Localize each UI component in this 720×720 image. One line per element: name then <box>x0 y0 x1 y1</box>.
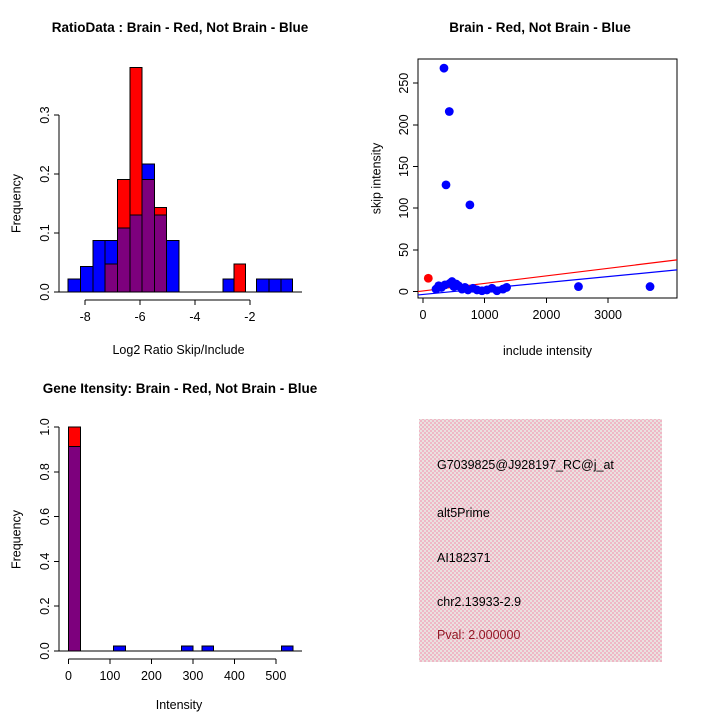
tick-label: 0.0 <box>38 642 52 660</box>
tick-label: -6 <box>134 310 146 324</box>
scatter-point-blue <box>574 282 583 291</box>
scatter-title: Brain - Red, Not Brain - Blue <box>449 20 631 35</box>
accession-text: AI182371 <box>437 551 491 565</box>
tick-label: 400 <box>223 669 245 683</box>
scatter-point-blue <box>465 200 474 209</box>
gene-hist-xlabel: Intensity <box>155 698 203 712</box>
hist-bar-blue <box>257 279 269 292</box>
hist-bar-blue <box>114 646 126 651</box>
scatter-point-blue <box>440 64 449 73</box>
tick-label: 200 <box>397 114 411 136</box>
scatter-point-blue <box>445 107 454 116</box>
tick-label: -4 <box>189 310 201 324</box>
scatter-point-red <box>424 274 433 283</box>
tick-label: 1.0 <box>38 418 52 436</box>
gene-hist-ylabel: Frequency <box>9 509 24 570</box>
gene-hist-title: Gene Itensity: Brain - Red, Not Brain - Blue <box>42 381 318 396</box>
hist-bar-blue <box>269 279 281 292</box>
tick-label: 0.6 <box>38 507 52 526</box>
scatter-point-blue <box>502 283 511 292</box>
tick-label: -8 <box>79 310 91 324</box>
tick-label: 300 <box>182 669 204 683</box>
plot-box <box>418 59 677 298</box>
tick-label: 0 <box>64 669 72 683</box>
hist-bar-blue <box>167 241 179 292</box>
hist-bar-overlap <box>154 215 166 292</box>
tick-label: 3000 <box>594 308 622 322</box>
tick-label: 250 <box>397 72 411 94</box>
tick-label: 2000 <box>532 308 561 322</box>
tick-label: 0.4 <box>38 552 52 571</box>
hist-bar-blue <box>281 646 293 651</box>
scatter-point-blue <box>442 180 451 189</box>
hist-bar-blue <box>68 279 80 292</box>
hist-bar-blue <box>181 646 193 651</box>
tick-label: 0 <box>397 288 411 296</box>
tick-label: 150 <box>397 156 411 177</box>
ratio-hist-title: RatioData : Brain - Red, Not Brain - Blue <box>51 20 309 35</box>
hist-bar-overlap <box>118 228 130 292</box>
chromosome-text: chr2.13933-2.9 <box>437 595 522 609</box>
ratio-hist-xlabel: Log2 Ratio Skip/Include <box>112 343 245 357</box>
hist-bar-overlap <box>130 215 142 292</box>
hist-bar-overlap <box>68 446 80 651</box>
tick-label: 100 <box>99 669 121 683</box>
scatter-ylabel: skip intensity <box>369 142 384 215</box>
tick-label: 0.0 <box>38 283 52 301</box>
tick-label: 0.3 <box>38 106 52 124</box>
tick-label: 100 <box>397 197 411 219</box>
pval-text: Pval: 2.000000 <box>437 628 521 642</box>
hist-bar-blue <box>81 266 93 292</box>
tick-label: 0.1 <box>38 224 52 242</box>
tick-label: 500 <box>265 669 287 683</box>
tick-label: 200 <box>140 669 162 683</box>
tick-label: 1000 <box>470 308 499 322</box>
hist-bar-red <box>234 264 246 292</box>
tick-label: 0.2 <box>38 597 52 615</box>
tick-label: 50 <box>397 242 411 257</box>
hist-bar-overlap <box>105 264 117 292</box>
hist-bar-blue <box>281 279 293 292</box>
tick-label: 0.2 <box>38 165 52 183</box>
tick-label: 0.8 <box>38 463 52 481</box>
scatter-xlabel: include intensity <box>503 344 592 358</box>
hist-bar-blue <box>223 279 234 292</box>
hist-bar-blue <box>202 646 214 651</box>
tick-label: -2 <box>244 310 256 324</box>
splice-type-text: alt5Prime <box>437 506 490 520</box>
hist-bar-blue <box>93 241 105 292</box>
tick-label: 0 <box>419 308 427 322</box>
scatter-point-blue <box>646 282 655 291</box>
probe-id-text: G7039825@J928197_RC@j_at <box>437 458 614 472</box>
hist-bar-overlap <box>142 180 154 292</box>
ratio-hist-ylabel: Frequency <box>9 173 24 234</box>
